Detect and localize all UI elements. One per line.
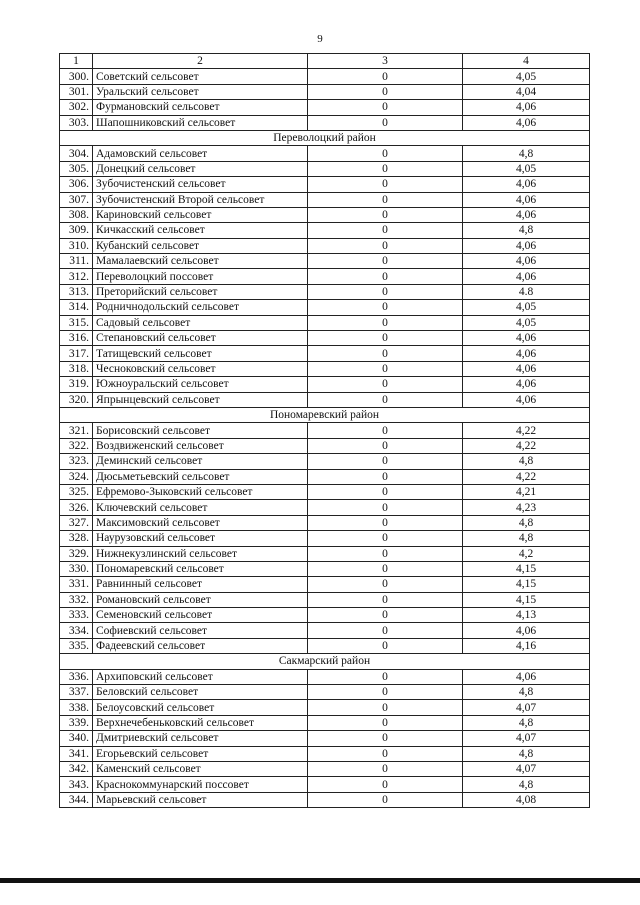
settlement-name: Садовый сельсовет (93, 315, 308, 330)
settlement-name: Краснокоммунарский поссовет (93, 777, 308, 792)
table-row (60, 346, 590, 361)
column-3-value: 0 (308, 484, 463, 499)
column-4-value: 4,06 (463, 669, 590, 684)
table-row (60, 207, 590, 222)
column-4-value: 4,8 (463, 746, 590, 761)
row-number: 329. (60, 546, 93, 561)
row-number: 330. (60, 561, 93, 576)
column-4-value: 4,8 (463, 531, 590, 546)
row-number: 335. (60, 638, 93, 653)
table-row (60, 685, 590, 700)
column-4-value: 4,07 (463, 700, 590, 715)
row-number: 320. (60, 392, 93, 407)
settlement-name: Нижнекузлинский сельсовет (93, 546, 308, 561)
table-row (60, 546, 590, 561)
table-row (60, 315, 590, 330)
column-4-value: 4,06 (463, 377, 590, 392)
settlement-name: Дюсьметьевский сельсовет (93, 469, 308, 484)
settlement-name: Зубочистенский Второй сельсовет (93, 192, 308, 207)
table-row (60, 146, 590, 161)
column-3-value: 0 (308, 623, 463, 638)
settlement-name: Егорьевский сельсовет (93, 746, 308, 761)
row-number: 321. (60, 423, 93, 438)
column-3-value: 0 (308, 438, 463, 453)
district-name: Переволоцкий район (60, 130, 590, 145)
row-number: 301. (60, 84, 93, 99)
column-4-value: 4,15 (463, 577, 590, 592)
settlement-name: Кичкасский сельсовет (93, 223, 308, 238)
column-4-value: 4,16 (463, 638, 590, 653)
column-3-value: 0 (308, 100, 463, 115)
column-3-value: 0 (308, 469, 463, 484)
table-row (60, 423, 590, 438)
row-number: 306. (60, 177, 93, 192)
column-4-value: 4,06 (463, 177, 590, 192)
settlement-name: Воздвиженский сельсовет (93, 438, 308, 453)
column-3-value: 0 (308, 331, 463, 346)
table-row (60, 577, 590, 592)
column-4-value: 4,22 (463, 469, 590, 484)
column-4-value: 4,21 (463, 484, 590, 499)
column-3-value: 0 (308, 561, 463, 576)
column-4-value: 4,06 (463, 115, 590, 130)
footer-rule (0, 878, 640, 883)
table-row (60, 469, 590, 484)
column-3-value: 0 (308, 792, 463, 807)
column-4-value: 4,22 (463, 423, 590, 438)
row-number: 338. (60, 700, 93, 715)
table-row (60, 377, 590, 392)
column-4-value: 4,8 (463, 685, 590, 700)
row-number: 324. (60, 469, 93, 484)
column-3-value: 0 (308, 423, 463, 438)
settlement-name: Чесноковский сельсовет (93, 361, 308, 376)
row-number: 302. (60, 100, 93, 115)
column-4-value: 4,2 (463, 546, 590, 561)
row-number: 336. (60, 669, 93, 684)
row-number: 326. (60, 500, 93, 515)
row-number: 303. (60, 115, 93, 130)
column-3-value: 0 (308, 84, 463, 99)
table-row (60, 115, 590, 130)
table-row (60, 592, 590, 607)
table-row (60, 531, 590, 546)
table-row (60, 84, 590, 99)
row-number: 325. (60, 484, 93, 499)
row-number: 305. (60, 161, 93, 176)
column-4-value: 4.8 (463, 284, 590, 299)
district-header-row (60, 130, 590, 145)
column-4-value: 4,06 (463, 100, 590, 115)
row-number: 318. (60, 361, 93, 376)
row-number: 323. (60, 454, 93, 469)
settlement-name: Каменский сельсовет (93, 761, 308, 776)
column-header-3: 3 (308, 54, 463, 69)
column-4-value: 4,8 (463, 454, 590, 469)
page-number: 9 (317, 33, 323, 45)
column-3-value: 0 (308, 223, 463, 238)
district-header-row (60, 654, 590, 669)
settlement-name: Степановский сельсовет (93, 331, 308, 346)
column-3-value: 0 (308, 361, 463, 376)
settlement-name: Южноуральский сельсовет (93, 377, 308, 392)
table-row (60, 608, 590, 623)
table-row (60, 269, 590, 284)
column-3-value: 0 (308, 115, 463, 130)
column-3-value: 0 (308, 377, 463, 392)
table-row (60, 284, 590, 299)
row-number: 315. (60, 315, 93, 330)
column-4-value: 4,06 (463, 346, 590, 361)
settlement-name: Преторийский сельсовет (93, 284, 308, 299)
column-3-value: 0 (308, 207, 463, 222)
column-3-value: 0 (308, 638, 463, 653)
column-3-value: 0 (308, 238, 463, 253)
row-number: 343. (60, 777, 93, 792)
table-row (60, 700, 590, 715)
table-row (60, 238, 590, 253)
settlement-name: Родничнодольский сельсовет (93, 300, 308, 315)
settlement-name: Ключевский сельсовет (93, 500, 308, 515)
row-number: 331. (60, 577, 93, 592)
column-3-value: 0 (308, 454, 463, 469)
row-number: 311. (60, 254, 93, 269)
column-3-value: 0 (308, 284, 463, 299)
column-3-value: 0 (308, 254, 463, 269)
settlement-name: Софиевский сельсовет (93, 623, 308, 638)
row-number: 340. (60, 731, 93, 746)
column-3-value: 0 (308, 669, 463, 684)
settlement-name: Пономаревский сельсовет (93, 561, 308, 576)
settlement-name: Деминский сельсовет (93, 454, 308, 469)
row-number: 309. (60, 223, 93, 238)
table-row (60, 300, 590, 315)
row-number: 300. (60, 69, 93, 84)
column-header-2: 2 (93, 54, 308, 69)
row-number: 310. (60, 238, 93, 253)
table-row (60, 438, 590, 453)
table-row (60, 100, 590, 115)
column-4-value: 4,8 (463, 223, 590, 238)
table-row (60, 761, 590, 776)
row-number: 314. (60, 300, 93, 315)
column-4-value: 4,05 (463, 300, 590, 315)
column-4-value: 4,06 (463, 269, 590, 284)
column-4-value: 4,15 (463, 561, 590, 576)
settlement-name: Адамовский сельсовет (93, 146, 308, 161)
table-row (60, 669, 590, 684)
table-row (60, 500, 590, 515)
column-3-value: 0 (308, 192, 463, 207)
row-number: 322. (60, 438, 93, 453)
settlement-name: Зубочистенский сельсовет (93, 177, 308, 192)
column-4-value: 4,05 (463, 69, 590, 84)
settlement-name: Япрынцевский сельсовет (93, 392, 308, 407)
row-number: 319. (60, 377, 93, 392)
table-row (60, 746, 590, 761)
column-3-value: 0 (308, 715, 463, 730)
table-row (60, 361, 590, 376)
column-4-value: 4,07 (463, 731, 590, 746)
district-name: Пономаревский район (60, 407, 590, 422)
district-name: Сакмарский район (60, 654, 590, 669)
column-3-value: 0 (308, 69, 463, 84)
row-number: 316. (60, 331, 93, 346)
row-number: 308. (60, 207, 93, 222)
row-number: 313. (60, 284, 93, 299)
column-4-value: 4,06 (463, 623, 590, 638)
row-number: 317. (60, 346, 93, 361)
table-row (60, 331, 590, 346)
column-3-value: 0 (308, 761, 463, 776)
table-row (60, 161, 590, 176)
column-4-value: 4,05 (463, 161, 590, 176)
column-4-value: 4,13 (463, 608, 590, 623)
settlement-name: Романовский сельсовет (93, 592, 308, 607)
settlement-name: Татищевский сельсовет (93, 346, 308, 361)
column-3-value: 0 (308, 500, 463, 515)
table-row (60, 484, 590, 499)
table-row (60, 392, 590, 407)
table-row (60, 515, 590, 530)
row-number: 342. (60, 761, 93, 776)
column-4-value: 4,04 (463, 84, 590, 99)
column-4-value: 4,06 (463, 392, 590, 407)
column-3-value: 0 (308, 608, 463, 623)
column-3-value: 0 (308, 300, 463, 315)
settlement-name: Мамалаевский сельсовет (93, 254, 308, 269)
settlement-name: Уральский сельсовет (93, 84, 308, 99)
table-row (60, 638, 590, 653)
column-4-value: 4,08 (463, 792, 590, 807)
column-3-value: 0 (308, 392, 463, 407)
settlement-name: Максимовский сельсовет (93, 515, 308, 530)
column-4-value: 4,22 (463, 438, 590, 453)
column-4-value: 4,06 (463, 331, 590, 346)
column-4-value: 4,06 (463, 192, 590, 207)
settlement-name: Равнинный сельсовет (93, 577, 308, 592)
column-4-value: 4,06 (463, 238, 590, 253)
column-3-value: 0 (308, 531, 463, 546)
column-3-value: 0 (308, 161, 463, 176)
table-body (60, 54, 590, 808)
district-header-row (60, 407, 590, 422)
row-number: 337. (60, 685, 93, 700)
settlement-name: Советский сельсовет (93, 69, 308, 84)
row-number: 339. (60, 715, 93, 730)
column-3-value: 0 (308, 777, 463, 792)
column-header-4: 4 (463, 54, 590, 69)
column-3-value: 0 (308, 700, 463, 715)
settlement-name: Марьевский сельсовет (93, 792, 308, 807)
settlement-name: Переволоцкий поссовет (93, 269, 308, 284)
column-3-value: 0 (308, 546, 463, 561)
row-number: 341. (60, 746, 93, 761)
table-row (60, 777, 590, 792)
column-3-value: 0 (308, 515, 463, 530)
settlement-name: Фадеевский сельсовет (93, 638, 308, 653)
column-4-value: 4,8 (463, 515, 590, 530)
row-number: 312. (60, 269, 93, 284)
column-3-value: 0 (308, 685, 463, 700)
column-4-value: 4,06 (463, 254, 590, 269)
column-4-value: 4,05 (463, 315, 590, 330)
table-row (60, 792, 590, 807)
table-row (60, 561, 590, 576)
row-number: 333. (60, 608, 93, 623)
row-number: 332. (60, 592, 93, 607)
settlement-name: Белоусовский сельсовет (93, 700, 308, 715)
settlement-name: Наурузовский сельсовет (93, 531, 308, 546)
data-table (59, 53, 590, 808)
column-4-value: 4,8 (463, 777, 590, 792)
column-4-value: 4,15 (463, 592, 590, 607)
row-number: 328. (60, 531, 93, 546)
row-number: 334. (60, 623, 93, 638)
table-row (60, 223, 590, 238)
settlement-name: Ефремово-Зыковский сельсовет (93, 484, 308, 499)
settlement-name: Фурмановский сельсовет (93, 100, 308, 115)
column-3-value: 0 (308, 146, 463, 161)
table-row (60, 177, 590, 192)
column-3-value: 0 (308, 346, 463, 361)
settlement-name: Архиповский сельсовет (93, 669, 308, 684)
column-4-value: 4,06 (463, 361, 590, 376)
table-row (60, 454, 590, 469)
column-4-value: 4,07 (463, 761, 590, 776)
settlement-name: Семеновский сельсовет (93, 608, 308, 623)
column-3-value: 0 (308, 577, 463, 592)
row-number: 344. (60, 792, 93, 807)
settlement-name: Борисовский сельсовет (93, 423, 308, 438)
row-number: 304. (60, 146, 93, 161)
settlement-name: Дмитриевский сельсовет (93, 731, 308, 746)
column-3-value: 0 (308, 269, 463, 284)
table-row (60, 715, 590, 730)
column-header-1: 1 (60, 54, 93, 69)
column-4-value: 4,06 (463, 207, 590, 222)
column-3-value: 0 (308, 315, 463, 330)
column-4-value: 4,8 (463, 715, 590, 730)
column-3-value: 0 (308, 592, 463, 607)
settlement-name: Беловский сельсовет (93, 685, 308, 700)
settlement-name: Кубанский сельсовет (93, 238, 308, 253)
row-number: 327. (60, 515, 93, 530)
column-header-row (60, 54, 590, 69)
table-row (60, 731, 590, 746)
table-row (60, 623, 590, 638)
settlement-name: Донецкий сельсовет (93, 161, 308, 176)
column-4-value: 4,23 (463, 500, 590, 515)
table-row (60, 192, 590, 207)
settlement-name: Верхнечебеньковский сельсовет (93, 715, 308, 730)
table-row (60, 69, 590, 84)
settlement-name: Шапошниковский сельсовет (93, 115, 308, 130)
column-4-value: 4,8 (463, 146, 590, 161)
column-3-value: 0 (308, 746, 463, 761)
column-3-value: 0 (308, 177, 463, 192)
settlement-name: Кариновский сельсовет (93, 207, 308, 222)
row-number: 307. (60, 192, 93, 207)
table-row (60, 254, 590, 269)
column-3-value: 0 (308, 731, 463, 746)
